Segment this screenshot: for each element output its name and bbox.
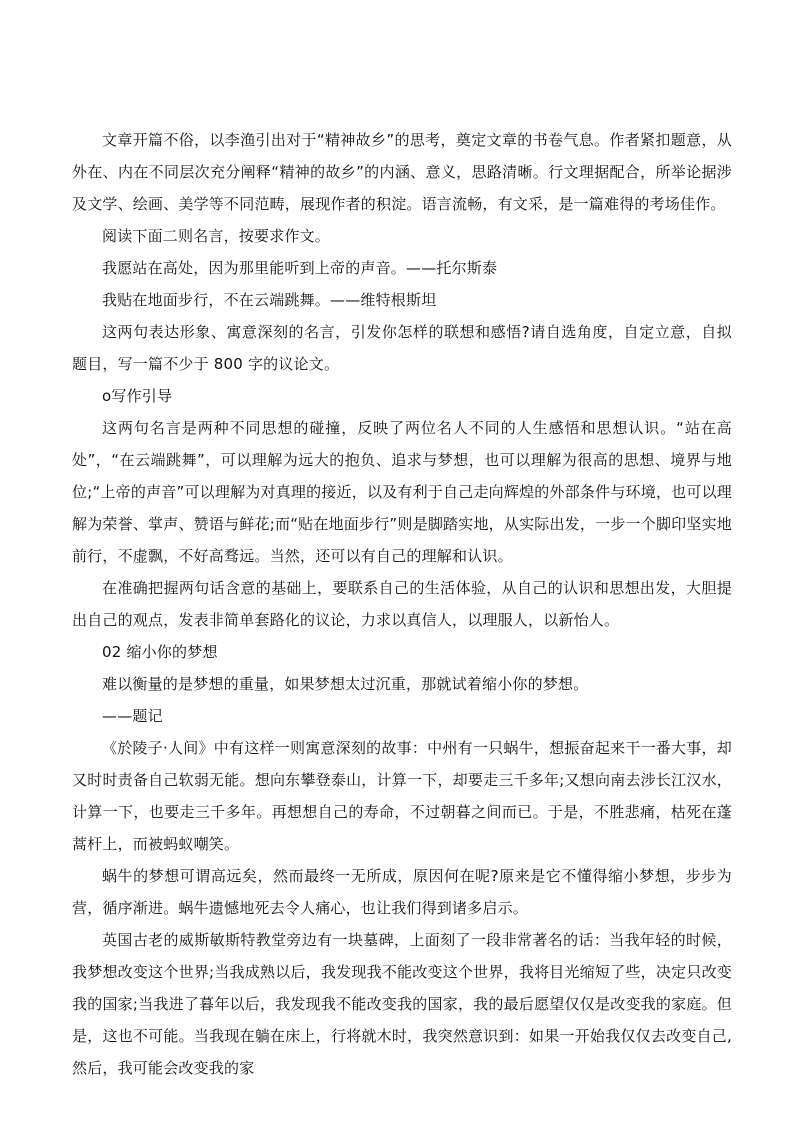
prompt-instruction: 阅读下面二则名言，按要求作文。 xyxy=(102,227,331,245)
writing-task-paragraph: 这两句表达形象、寓意深刻的名言，引发你怎样的联想和感悟?请自选角度，自定立意，自拟题目，写一篇不少于 800 字的议论文。 xyxy=(72,323,732,373)
essay-paragraph-2: 蜗牛的梦想可谓高远矣，然而最终一无所成，原因何在呢?原来是它不懂得缩小梦想，步步为营，循序渐进。蜗牛遗憾地死去令人痛心，也让我们得到诸多启示。 xyxy=(72,867,732,917)
document-body xyxy=(72,124,732,1084)
commentary-paragraph: 文章开篇不俗，以李渔引出对于“精神故乡”的思考，奠定文章的书卷气息。作者紧扣题意，从外在、内在不同层次充分阐释“精神的故乡”的内涵、意义，思路清晰。行文理据配合，所举论据涉及文学、绘画、美学等不同范畴，展现作者的积淀。语言流畅，有文采，是一篇难得的考场佳作。 xyxy=(72,131,732,213)
essay-paragraph-1: 《於陵子·人间》中有这样一则寓意深刻的故事：中州有一只蜗牛，想振奋起来干一番大事，却又时时责备自己软弱无能。想向东攀登泰山，计算一下，却要走三千多年;又想向南去涉长江汉水，计算一下，也要走三千多年。再想想自己的寿命，不过朝暮之间而已。于是，不胜悲痛，枯死在蓬蒿杆上，而被蚂蚁嘲笑。 xyxy=(72,739,732,853)
writing-guide-paragraph-2: 在准确把握两句话含意的基础上，要联系自己的生活体验，从自己的认识和思想出发，大胆提出自己的观点，发表非简单套路化的议论，力求以真信人，以理服人，以新怡人。 xyxy=(72,579,732,629)
quote-tolstoy: 我愿站在高处，因为那里能听到上帝的声音。——托尔斯泰 xyxy=(102,259,498,277)
essay-paragraph-3: 英国古老的威斯敏斯特教堂旁边有一块墓碑，上面刻了一段非常著名的话：当我年轻的时候，我梦想改变这个世界;当我成熟以后，我发现我不能改变这个世界，我将目光缩短了些，决定只改变我的国家;当我进了暮年以后，我发现我不能改变我的国家，我的最后愿望仅仅是改变我的家庭。但是，这也不可能。当我现在躺在床上，行将就木时，我突然意识到：如果一开始我仅仅去改变自己,然后，我可能会改变我的家 xyxy=(72,931,732,1077)
essay-title: 02 缩小你的梦想 xyxy=(102,643,218,661)
epigraph-text: 难以衡量的是梦想的重量，如果梦想太过沉重，那就试着缩小你的梦想。 xyxy=(102,675,589,693)
writing-guide-paragraph: 这两句名言是两种不同思想的碰撞，反映了两位名人不同的人生感悟和思想认识。“站在高处”，“在云端跳舞”，可以理解为远大的抱负、追求与梦想，也可以理解为很高的思想、境界与地位;“上帝的声音”可以理解为对真理的接近，以及有利于自己走向辉煌的外部条件与环境，也可以理解为荣誉、掌声、赞语与鲜花;而“贴在地面步行”则是脚踏实地，从实际出发，一步一个脚印坚实地前行，不虚飘，不好高骛远。当然，还可以有自己的理解和认识。 xyxy=(72,419,732,565)
quote-wittgenstein: 我贴在地面步行，不在云端跳舞。——维特根斯坦 xyxy=(102,291,437,309)
writing-guide-heading: o写作引导 xyxy=(102,387,173,405)
epigraph-label: ——题记 xyxy=(102,707,163,725)
